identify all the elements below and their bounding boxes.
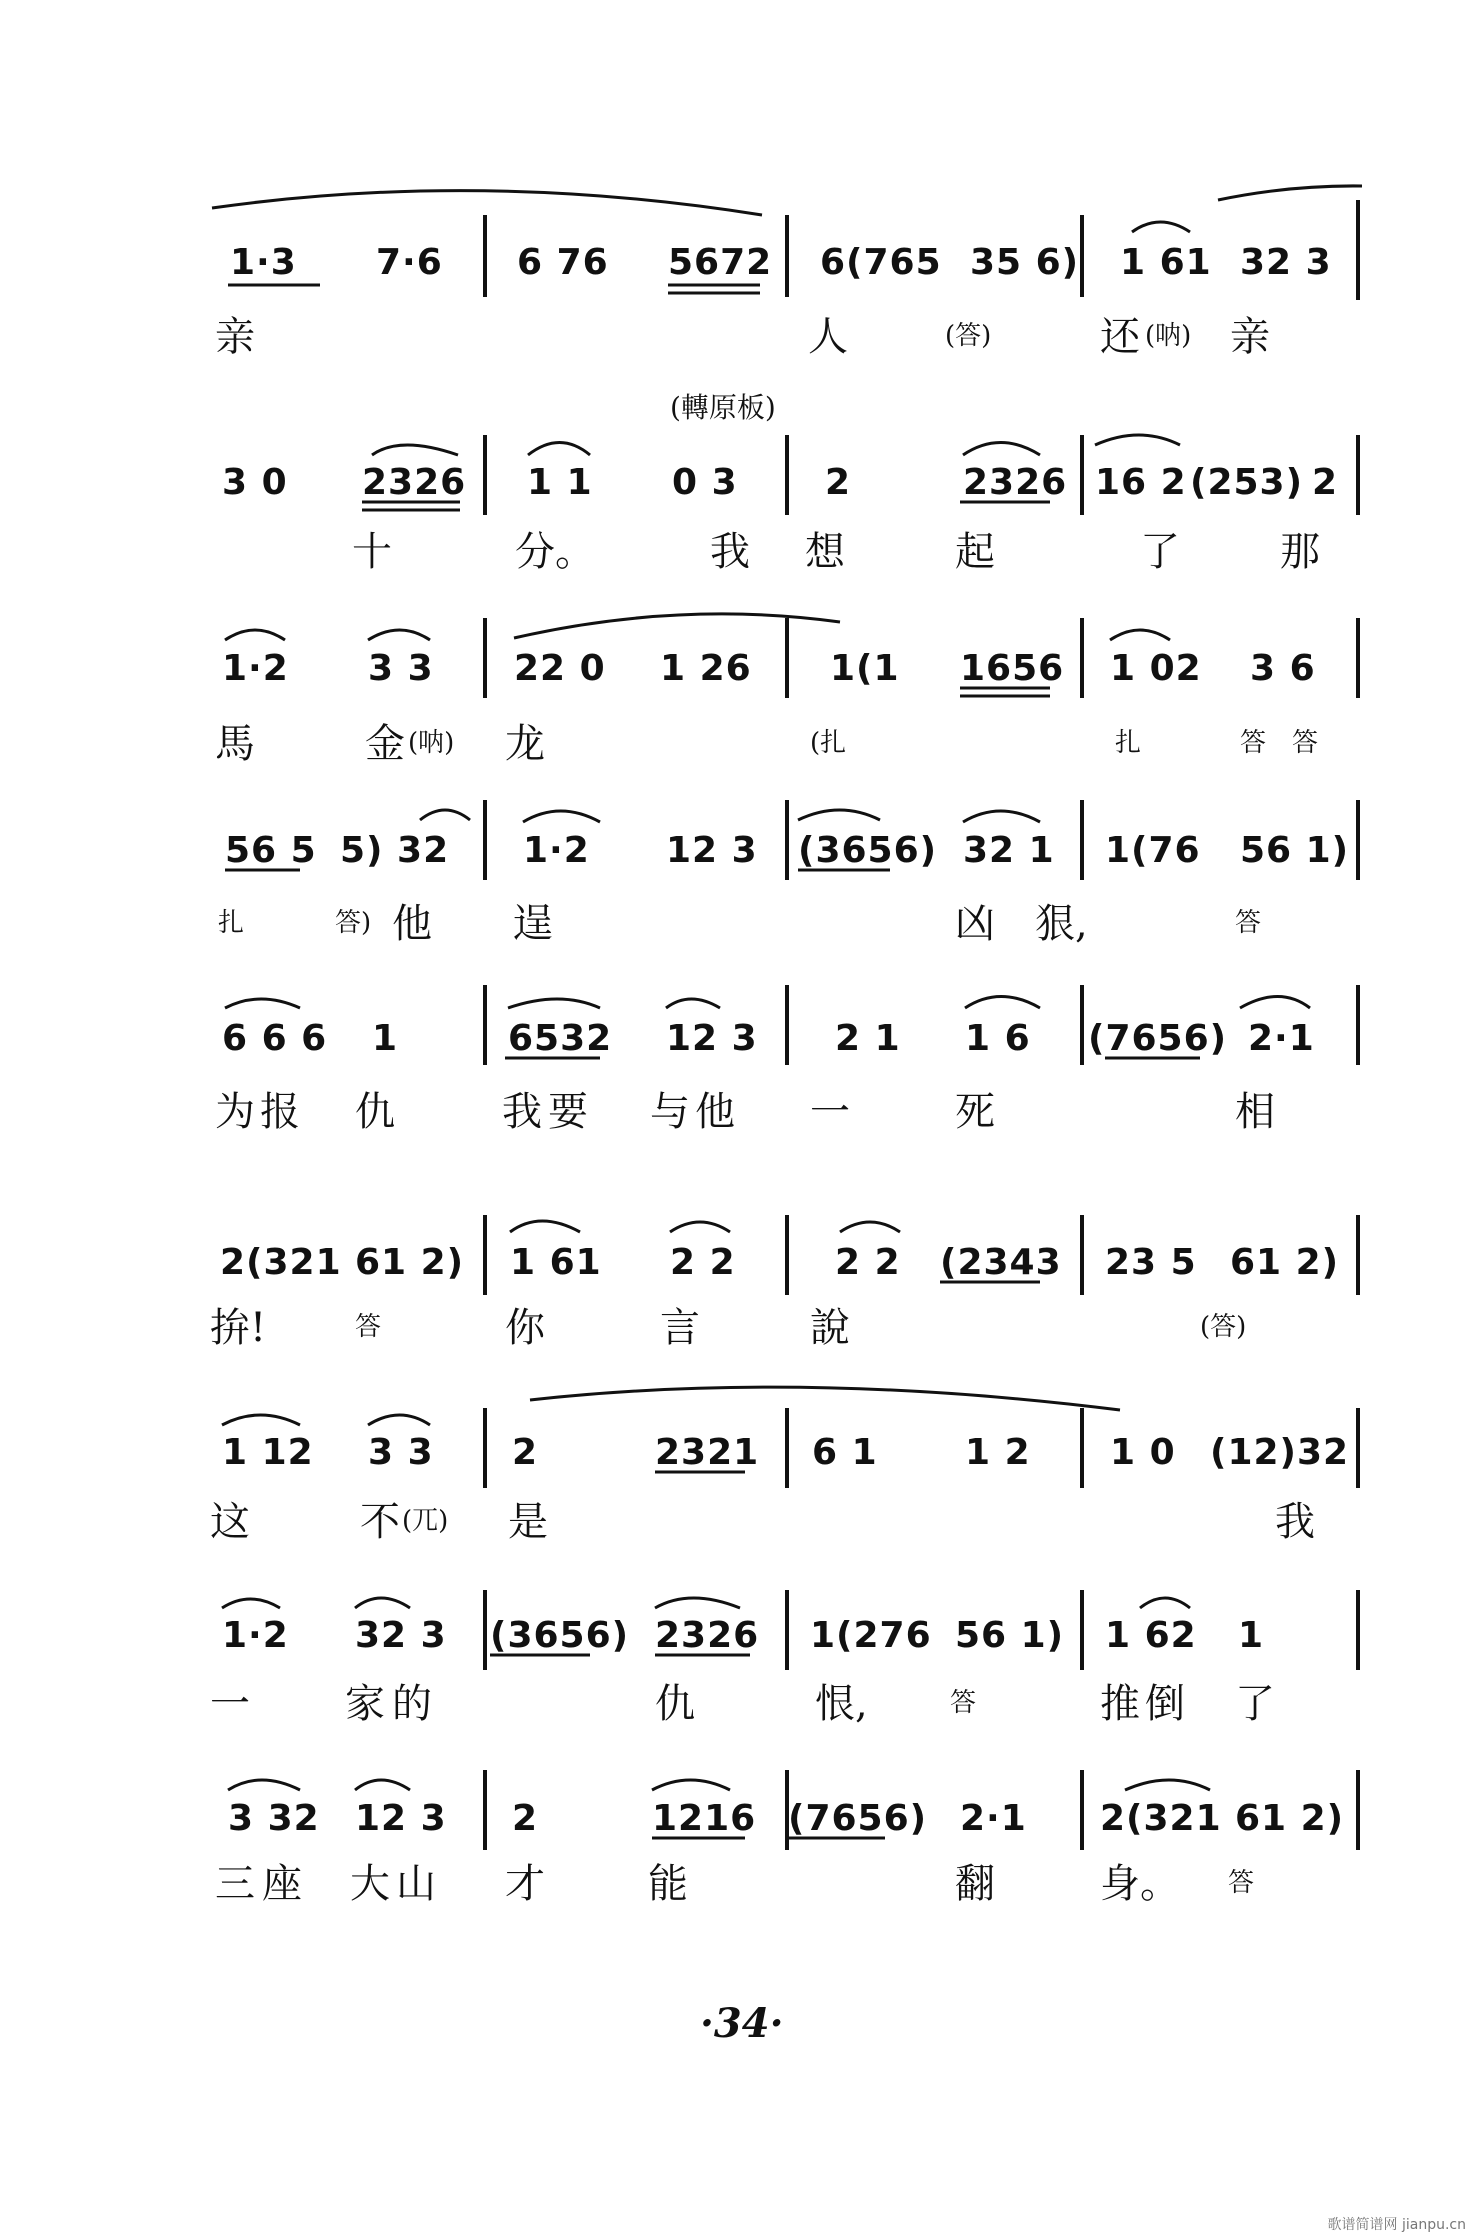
lyric: 言: [660, 1305, 700, 1351]
lyric: 一: [210, 1681, 250, 1727]
lyric: 倒: [1145, 1681, 1185, 1727]
slur: [523, 811, 600, 822]
slur: [1140, 1598, 1190, 1608]
slur: [965, 997, 1040, 1009]
lyric: 仇: [655, 1681, 695, 1727]
lyric: (扎: [810, 728, 847, 758]
note-group: 1 61: [510, 1242, 602, 1283]
note-group: (7656): [788, 1798, 928, 1839]
note-group: 0 3: [672, 462, 738, 503]
note-group: 2: [825, 462, 852, 503]
lyric: 分。: [515, 529, 595, 575]
note-group: (3656): [798, 830, 938, 871]
note-group: 16 2: [1095, 462, 1187, 503]
note-group: 1 6: [965, 1018, 1031, 1059]
lyric: 相: [1235, 1089, 1275, 1135]
lyric: 家: [345, 1681, 385, 1727]
note-group: 6 1: [812, 1432, 878, 1473]
note-group: 1: [1238, 1615, 1265, 1656]
note-group: 3 0: [222, 462, 288, 503]
note-group: 12 3: [355, 1798, 447, 1839]
slur: [222, 1599, 280, 1608]
lyric: 龙: [505, 721, 545, 767]
note-group: (7656): [1088, 1018, 1228, 1059]
lyric: 答: [355, 1312, 382, 1342]
lyric: 能: [648, 1861, 688, 1907]
slur: [1125, 1780, 1210, 1790]
lyric: 他: [392, 901, 432, 947]
lyric: 大: [350, 1861, 390, 1907]
note-group: 22 0: [514, 648, 606, 689]
slur: [372, 445, 458, 455]
lyric: 答: [1240, 728, 1267, 758]
lyric: 与: [650, 1089, 690, 1135]
note-group: 2(321: [220, 1242, 342, 1283]
note-group: 2 2: [670, 1242, 736, 1283]
note-group: 1 61: [1120, 242, 1212, 283]
note-group: 5672: [668, 242, 773, 283]
lyric: 山: [396, 1861, 436, 1907]
note-group: (253): [1190, 462, 1304, 503]
note-group: (3656): [490, 1615, 630, 1656]
note-group: 2: [512, 1432, 539, 1473]
lyric: 拚!: [210, 1305, 267, 1351]
note-group: 23 5: [1105, 1242, 1197, 1283]
note-group: 1(276: [810, 1615, 932, 1656]
note-group: 3 6: [1250, 648, 1316, 689]
slur: [508, 999, 600, 1008]
watermark: 歌谱简谱网 jianpu.cn: [1327, 2217, 1466, 2233]
note-group: 1·2: [222, 1615, 289, 1656]
note-group: 32 3: [1240, 242, 1332, 283]
tempo-marking: (轉原板): [670, 391, 776, 424]
note-group: (12)32: [1210, 1432, 1350, 1473]
lyric: 要: [548, 1089, 588, 1135]
slur: [798, 810, 880, 820]
slur: [963, 443, 1040, 456]
lyric: 还: [1100, 314, 1140, 360]
long-slur: [530, 1387, 1120, 1410]
note-group: 1656: [960, 648, 1065, 689]
note-group: 2 2: [835, 1242, 901, 1283]
note-group: 1: [372, 1018, 399, 1059]
note-group: 2 1: [835, 1018, 901, 1059]
slur: [655, 1598, 740, 1608]
note-group: 1·3: [230, 242, 297, 283]
page-number: ·34·: [700, 2000, 784, 2047]
slur: [1095, 435, 1180, 445]
note-group: 3 3: [368, 648, 434, 689]
note-group: 7·6: [376, 242, 443, 283]
slur: [666, 999, 720, 1008]
slur: [963, 811, 1040, 822]
lyric: 死: [955, 1089, 995, 1135]
slur: [225, 630, 285, 640]
lyric: (兀): [402, 1506, 449, 1536]
slur: [1240, 997, 1310, 1009]
note-group: 1·2: [523, 830, 590, 871]
slur: [228, 1780, 300, 1790]
lyric: 三: [215, 1861, 255, 1907]
lyric: (呐): [1145, 321, 1192, 351]
note-group: 1 26: [660, 648, 752, 689]
lyric: 答: [1235, 908, 1262, 938]
slur: [368, 1415, 430, 1425]
note-group: 32 1: [963, 830, 1055, 871]
note-group: 3 3: [368, 1432, 434, 1473]
slur: [225, 999, 300, 1008]
note-group: 32 3: [355, 1615, 447, 1656]
note-group: 61 2): [1235, 1798, 1345, 1839]
note-group: 2·1: [960, 1798, 1027, 1839]
slur: [368, 630, 430, 640]
note-group: 6532: [508, 1018, 613, 1059]
lyric: 那: [1280, 529, 1320, 575]
note-group: 3 32: [228, 1798, 320, 1839]
note-group: 1 0: [1110, 1432, 1176, 1473]
note-group: 6 6 6: [222, 1018, 328, 1059]
lyric: 恨,: [815, 1681, 868, 1727]
long-slur: [1218, 186, 1362, 200]
note-group: 5) 32: [340, 830, 450, 871]
lyric: 馬: [215, 721, 255, 767]
lyric: (答): [1200, 1312, 1247, 1342]
lyric: 金: [365, 721, 405, 767]
lyric: 十: [352, 529, 392, 575]
note-group: 61 2): [355, 1242, 465, 1283]
slur: [420, 810, 470, 820]
lyric: 狠,: [1035, 901, 1088, 947]
lyric: 我: [1275, 1499, 1315, 1545]
lyric: 說: [810, 1305, 850, 1351]
note-group: 56 5: [225, 830, 317, 871]
lyric: 了: [1235, 1681, 1275, 1727]
long-slur: [514, 614, 840, 638]
note-group: 2(321: [1100, 1798, 1222, 1839]
note-group: 2·1: [1248, 1018, 1315, 1059]
lyric: 这: [210, 1499, 250, 1545]
note-group: 6(765: [820, 242, 942, 283]
lyric: 身。: [1100, 1861, 1180, 1907]
lyric: 了: [1140, 529, 1180, 575]
slur: [670, 1222, 730, 1232]
note-group: 56 1): [1240, 830, 1350, 871]
note-group: 1 2: [965, 1432, 1031, 1473]
note-group: 6 76: [517, 242, 609, 283]
lyric: 为: [215, 1089, 255, 1135]
lyric: 人: [808, 314, 848, 360]
note-group: 2: [512, 1798, 539, 1839]
slur: [528, 443, 590, 456]
lyric: 他: [695, 1089, 735, 1135]
slur: [840, 1222, 900, 1232]
slur: [510, 1221, 580, 1232]
lyric: 不: [360, 1499, 400, 1545]
note-group: 35 6): [970, 242, 1080, 283]
lyric: 翻: [955, 1861, 995, 1907]
lyric: (答): [945, 321, 992, 351]
slur: [1110, 630, 1170, 640]
lyric: 答): [335, 908, 372, 938]
lyric: 凶: [955, 901, 995, 947]
lyric: (呐): [408, 728, 455, 758]
note-group: 2326: [963, 462, 1068, 503]
lyric: 起: [955, 529, 995, 575]
lyric: 亲: [215, 314, 255, 360]
lyric: 座: [262, 1861, 302, 1907]
slur: [355, 1780, 410, 1790]
note-group: 1 1: [527, 462, 593, 503]
lyric: 扎: [218, 908, 245, 938]
note-group: (2343: [940, 1242, 1062, 1283]
lyric: 我: [502, 1089, 542, 1135]
lyric: 亲: [1230, 314, 1270, 360]
lyric: 是: [508, 1499, 548, 1545]
lyric: 你: [505, 1305, 545, 1351]
note-group: 1(76: [1105, 830, 1201, 871]
lyric: 答: [1292, 728, 1319, 758]
note-group: 1·2: [222, 648, 289, 689]
lyric: 一: [810, 1089, 850, 1135]
lyric: 答: [950, 1688, 977, 1718]
lyric: 的: [392, 1681, 432, 1727]
lyric: 想: [805, 529, 845, 575]
lyric: 我: [710, 529, 750, 575]
note-group: 61 2): [1230, 1242, 1340, 1283]
note-group: 1 62: [1105, 1615, 1197, 1656]
lyric: 才: [505, 1861, 545, 1907]
slur: [1132, 222, 1190, 232]
note-group: 2: [1312, 462, 1339, 503]
note-group: 1216: [652, 1798, 757, 1839]
slur: [652, 1780, 730, 1790]
note-group: 1(1: [830, 648, 900, 689]
note-group: 56 1): [955, 1615, 1065, 1656]
note-group: 1 02: [1110, 648, 1202, 689]
slur: [355, 1598, 410, 1608]
note-group: 2326: [362, 462, 467, 503]
lyric: 推: [1100, 1681, 1140, 1727]
lyric: 扎: [1115, 728, 1142, 758]
note-group: 12 3: [666, 1018, 758, 1059]
slur: [222, 1415, 300, 1425]
lyric: 仇: [355, 1089, 395, 1135]
lyric: 答: [1228, 1868, 1255, 1898]
note-group: 2326: [655, 1615, 760, 1656]
long-slur: [212, 191, 762, 215]
note-group: 1 12: [222, 1432, 314, 1473]
note-group: 12 3: [666, 830, 758, 871]
note-group: 2321: [655, 1432, 760, 1473]
lyric: 逞: [513, 901, 553, 947]
lyric: 报: [260, 1089, 300, 1135]
